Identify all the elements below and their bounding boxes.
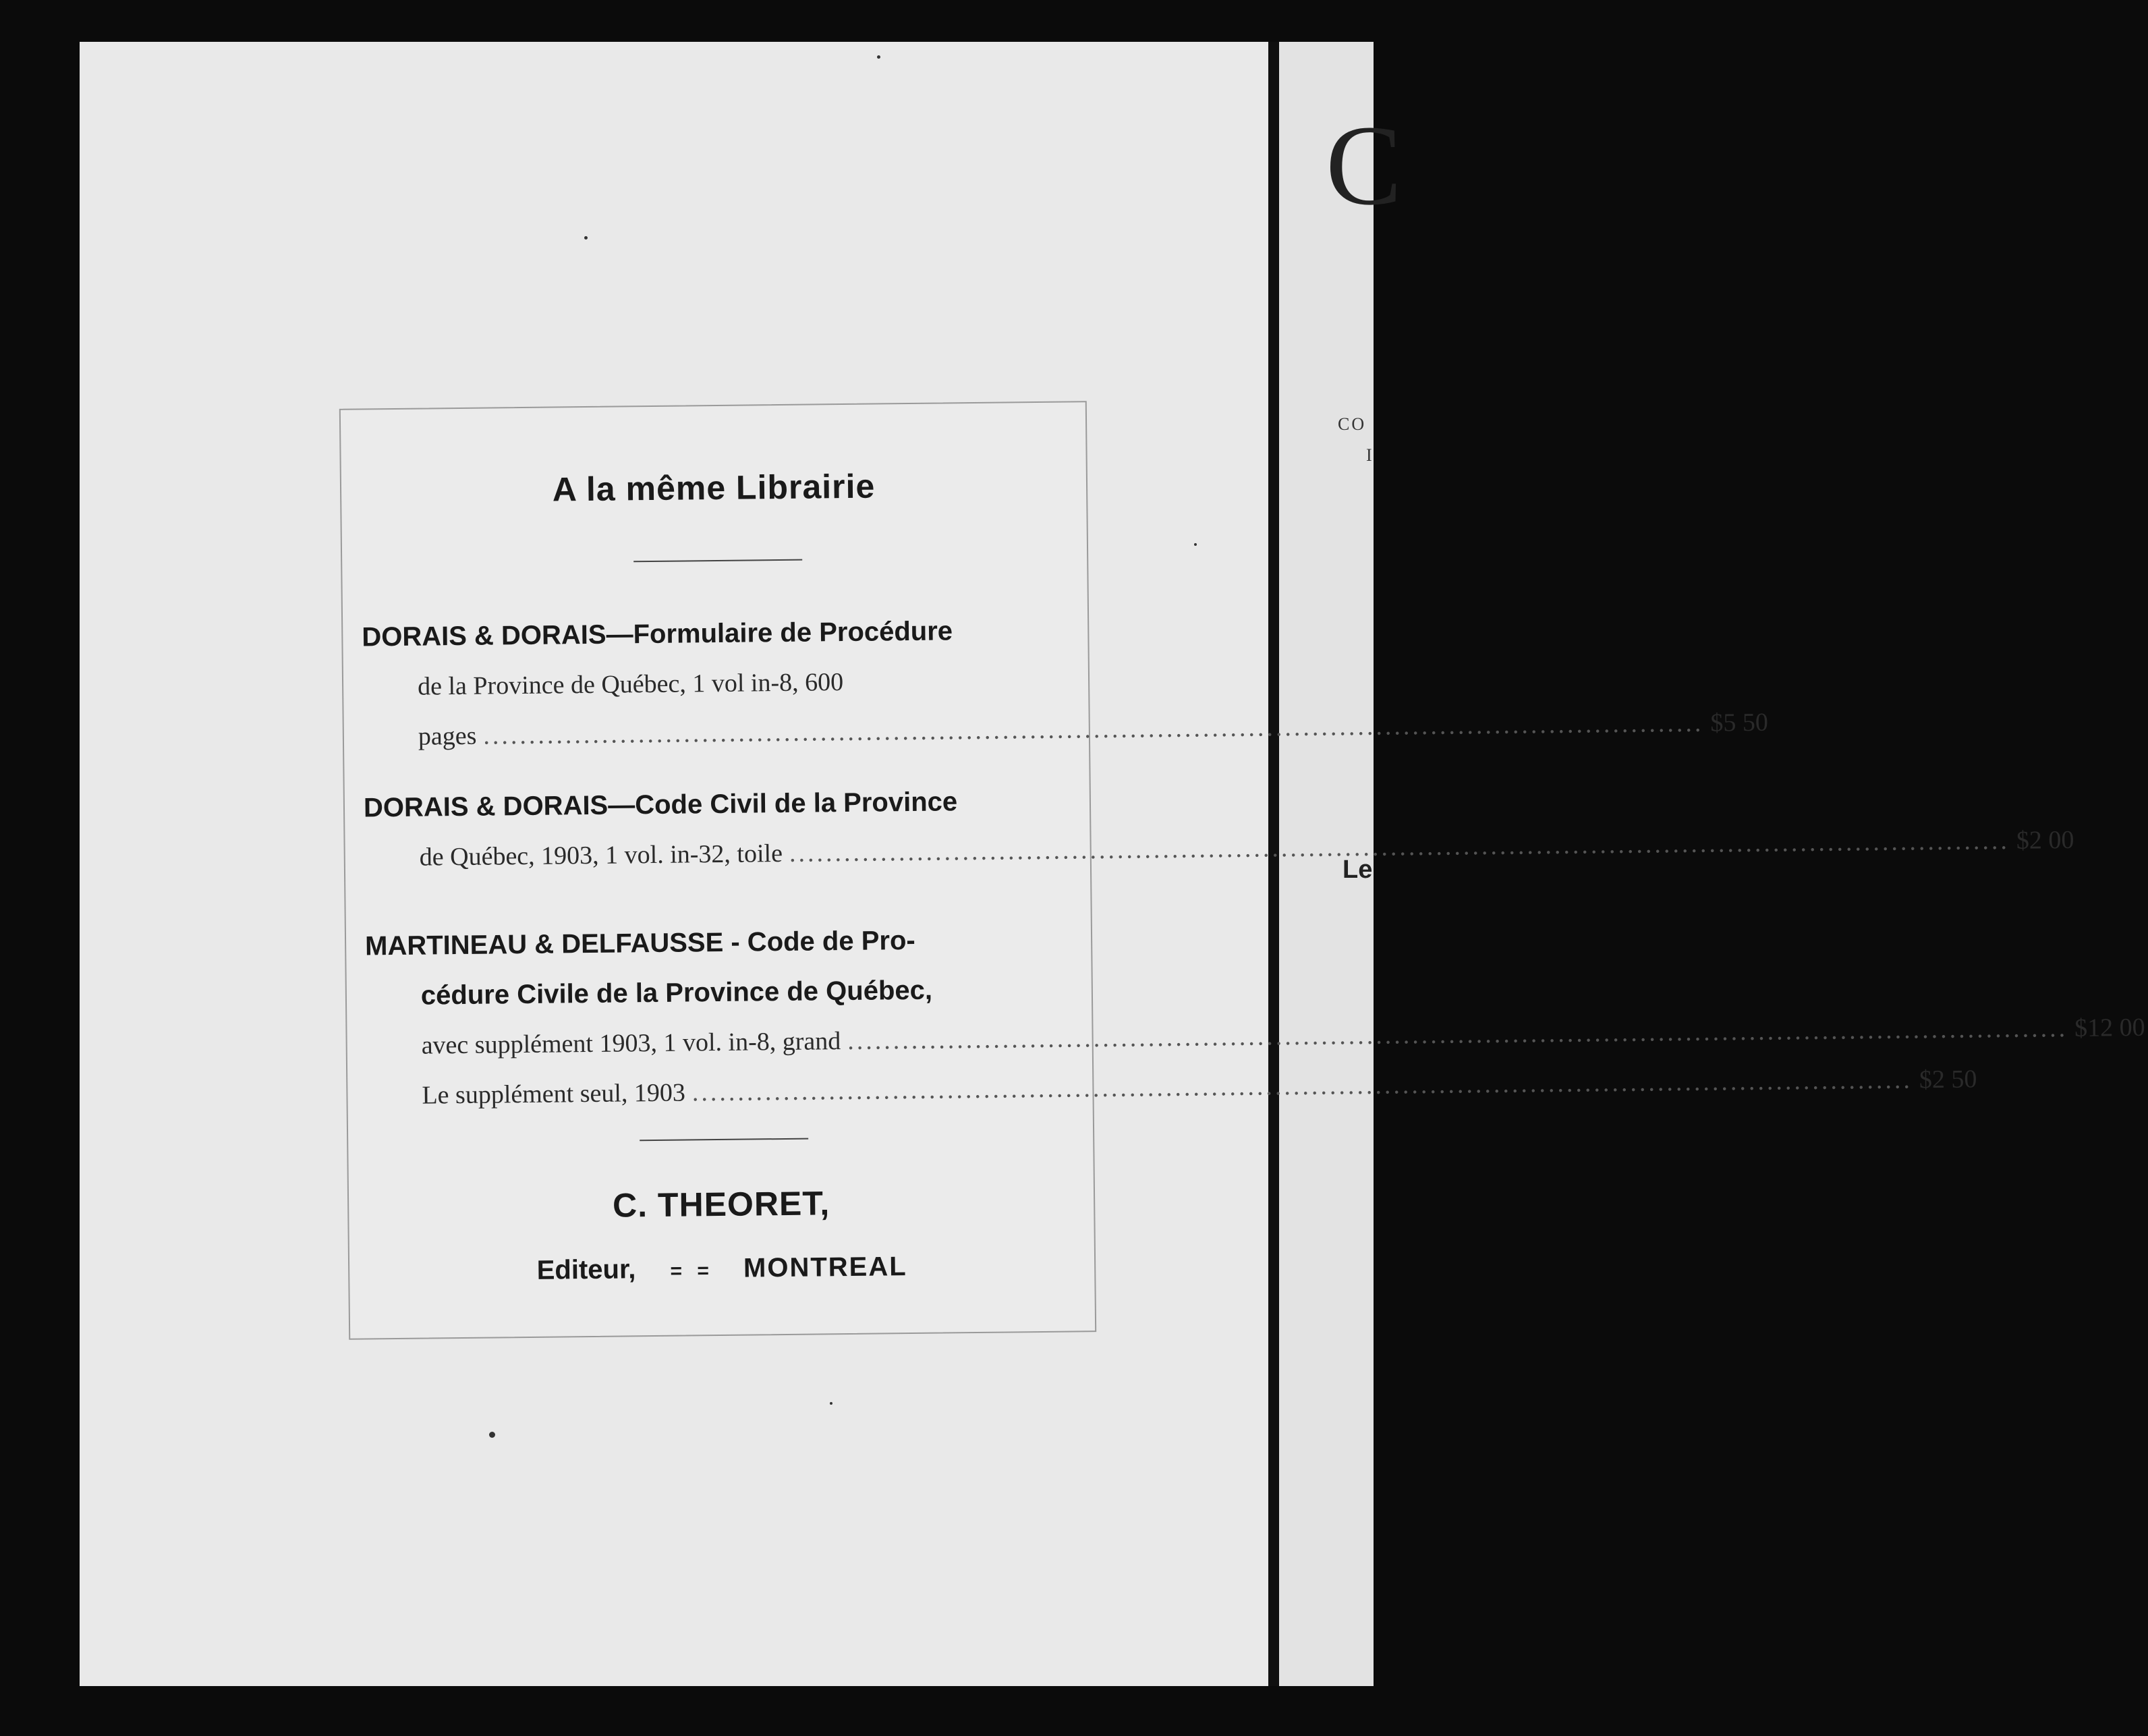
book-detail: de Québec, 1903, 1 vol. in-32, toile ..... $2 00	[364, 826, 1071, 883]
book-detail: cédure Civile de la Province de Québec,	[420, 975, 933, 1011]
imprint-separator: = =	[670, 1260, 710, 1283]
publisher-role: Editeur,	[536, 1254, 636, 1285]
book-title: DORAIS & DORAIS—Formulaire de Procédure	[362, 616, 953, 652]
book-title: MARTINEAU & DELFAUSSE - Code de Pro-	[364, 925, 915, 961]
book-detail: de la Province de Québec, 1 vol in-8, 600	[417, 668, 844, 701]
publisher-name: C. THEORET,	[612, 1184, 830, 1225]
book-detail: Le supplément seul, 1903 ..... $2 50	[366, 1063, 1074, 1121]
divider	[640, 1138, 808, 1142]
book-entry	[362, 605, 1769, 762]
book-title: DORAIS & DORAIS—Code Civil de la Province	[363, 787, 958, 823]
publisher-imprint	[349, 1250, 1094, 1288]
price: $2 00	[2016, 825, 2074, 855]
price: $2 50	[1919, 1065, 1977, 1094]
scan-speck	[1194, 543, 1197, 546]
facing-page-letter: C	[1326, 102, 1403, 229]
scan-speck	[830, 1402, 832, 1405]
scan-speck	[877, 55, 880, 59]
book-detail: avec supplément 1903, 1 vol. in-8, grand ..... $12 00	[366, 1014, 1073, 1071]
publisher-city: MONTREAL	[743, 1252, 907, 1283]
advertisement-box	[339, 401, 2145, 1340]
divider	[633, 559, 802, 563]
scan-speck	[584, 236, 588, 240]
facing-page-fragment: CO	[1338, 414, 1367, 434]
price: $5 50	[1710, 708, 1769, 737]
facing-page-fragment: Le	[1342, 856, 1373, 884]
book-detail: pages ..... $5 50	[363, 705, 1071, 762]
book-entry	[363, 776, 2074, 883]
book-entry	[364, 914, 2145, 1121]
facing-page-fragment: I	[1366, 445, 1372, 465]
price: $12 00	[2074, 1013, 2145, 1042]
ad-heading: A la même Librairie	[552, 467, 876, 509]
scan-speck	[489, 1432, 495, 1438]
